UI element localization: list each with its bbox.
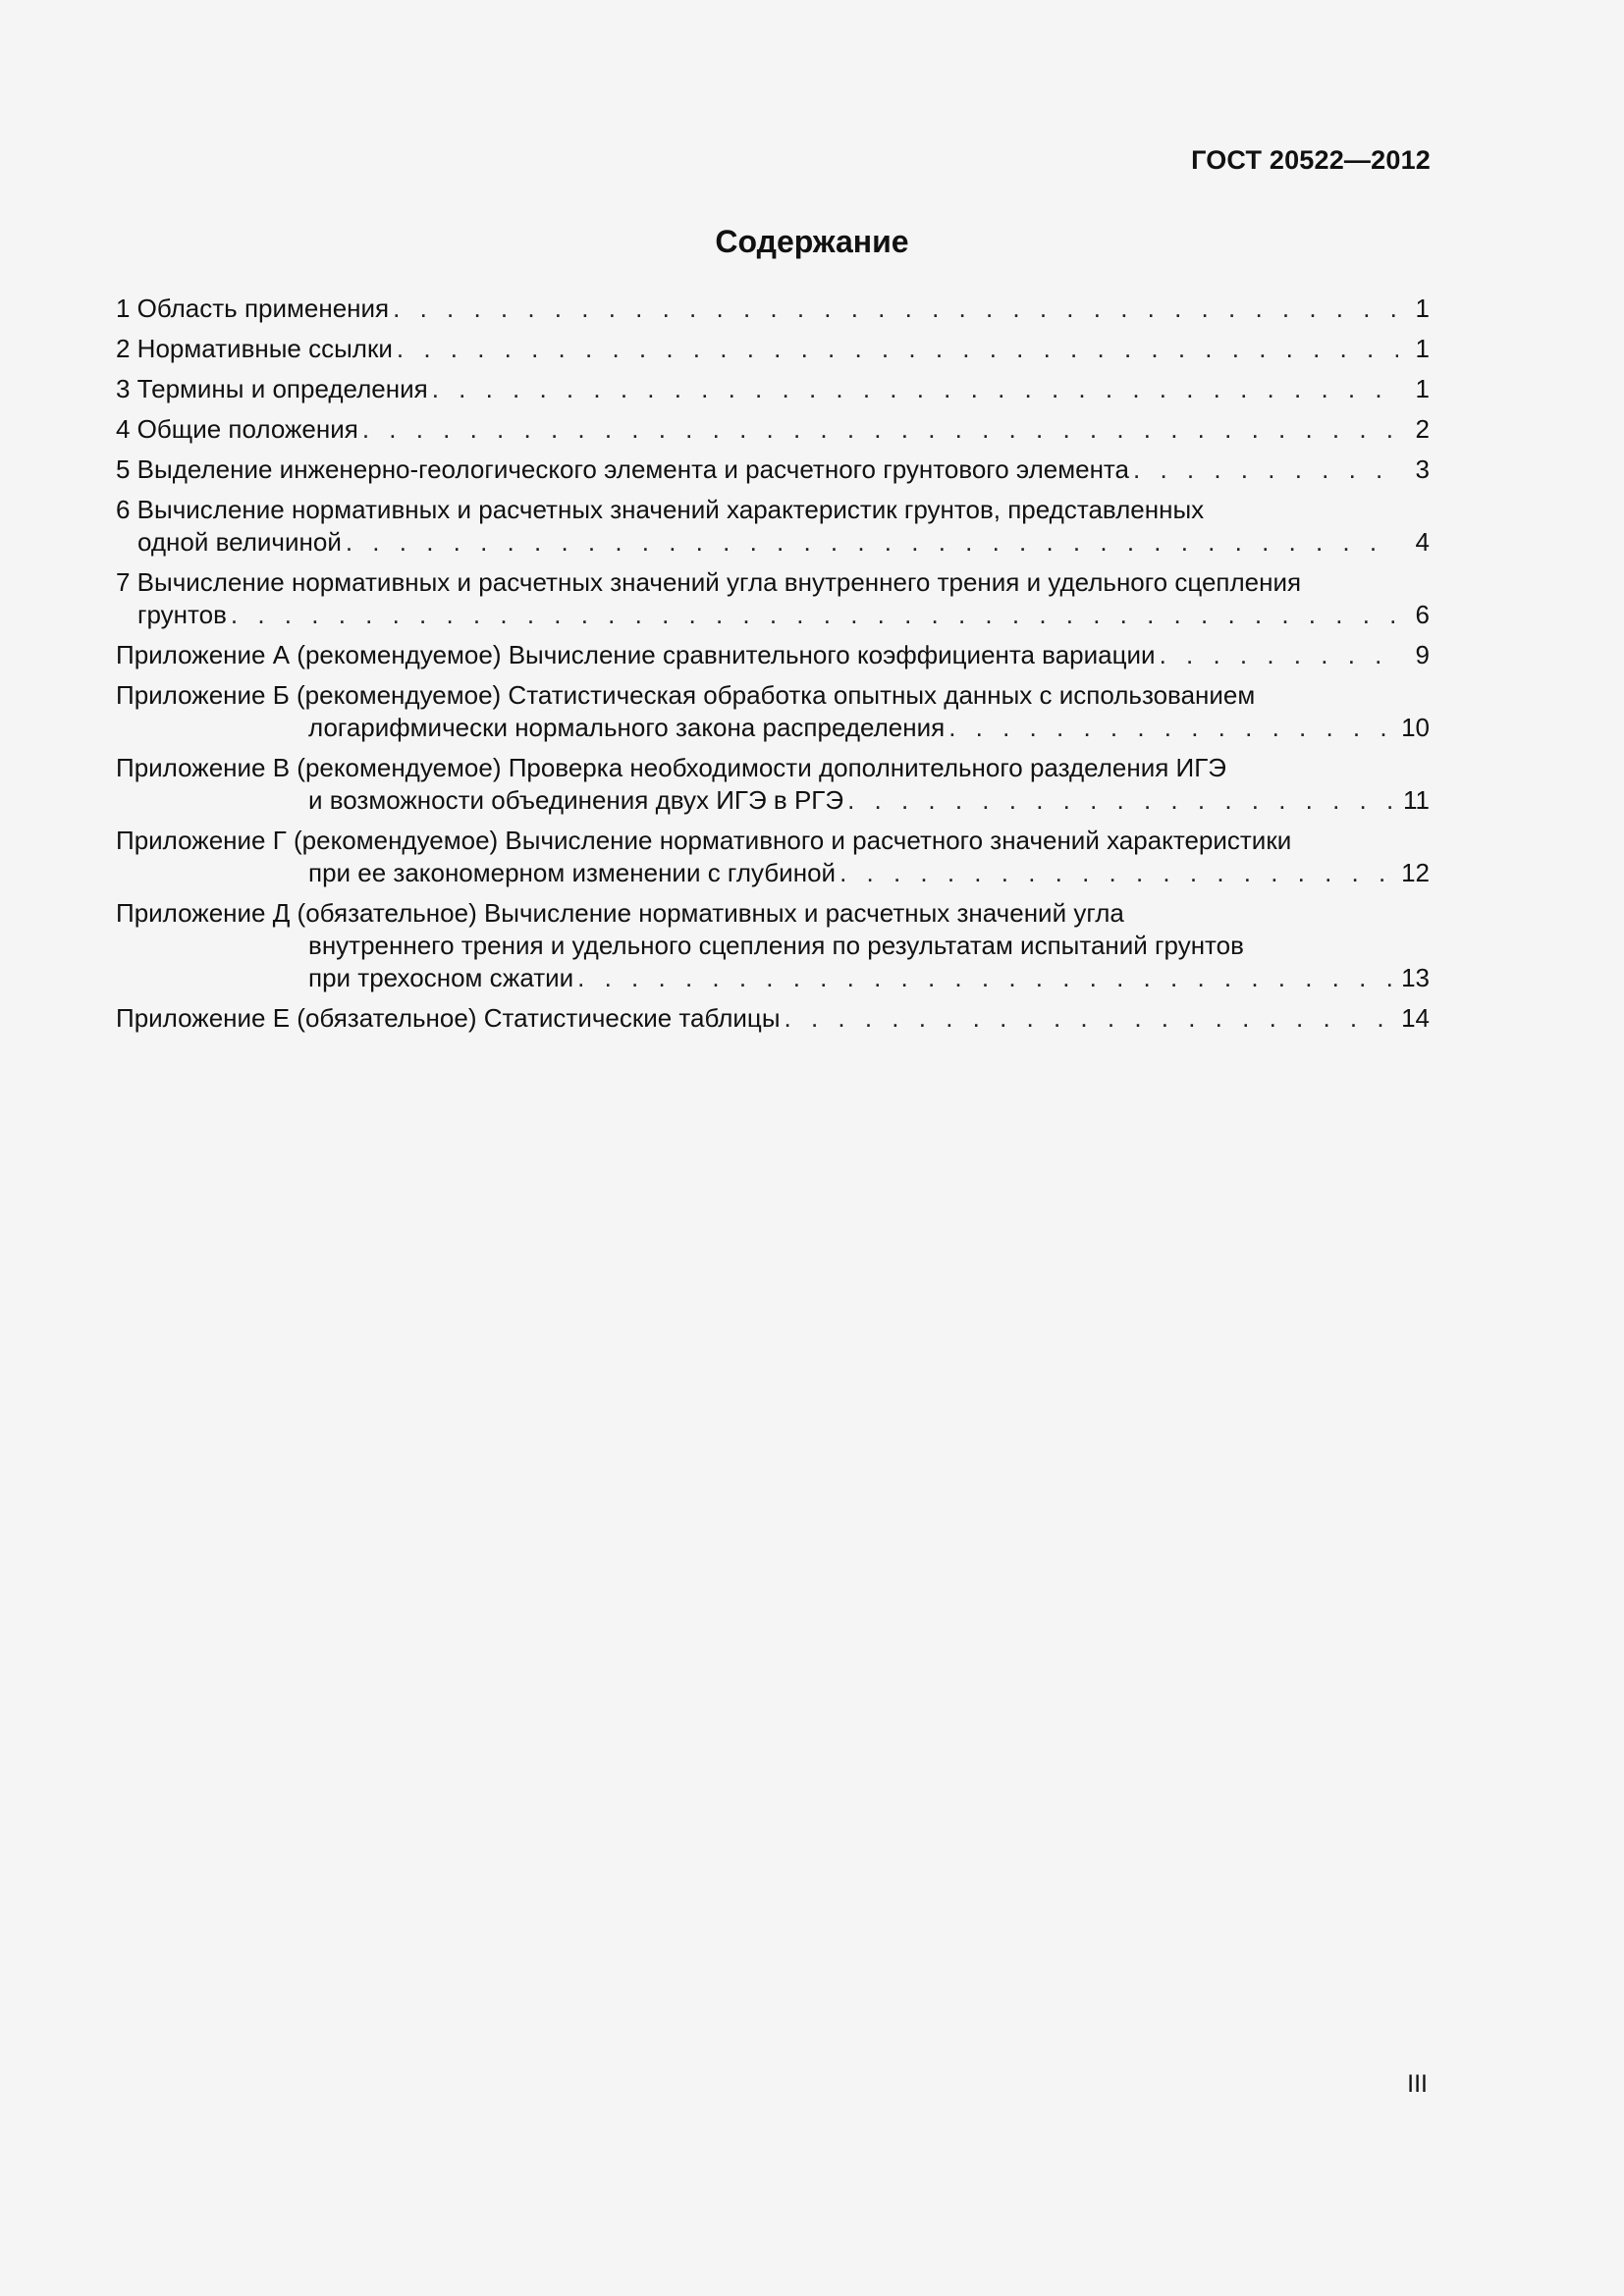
table-of-contents: [116, 293, 1430, 1042]
page-number: III: [1407, 2070, 1428, 2098]
toc-entry-text: Приложение А (рекомендуемое) Вычисление сравнительного коэффициента вариации: [116, 640, 1156, 669]
toc-page-number: 2: [1415, 414, 1430, 444]
toc-page-number: 1: [1415, 294, 1430, 323]
toc-entry-text: 6 Вычисление нормативных и расчетных значений характеристик грунтов, представленных: [116, 495, 1205, 524]
toc-entry-text: внутреннего трения и удельного сцепления по результатам испытаний грунтов: [308, 931, 1244, 960]
toc-entry-text: 7 Вычисление нормативных и расчетных значений угла внутреннего трения и удельного сцепления: [116, 567, 1302, 597]
toc-entry-text: при трехосном сжатии: [308, 963, 574, 992]
dot-leader: [432, 373, 1398, 405]
document-code: ГОСТ 20522—2012: [1191, 145, 1431, 175]
toc-entry-text: Приложение Д (обязательное) Вычисление нормативных и расчетных значений угла: [116, 898, 1124, 928]
toc-entry-text: 3 Термины и определения: [116, 374, 428, 403]
toc-page-number: 3: [1415, 454, 1430, 484]
toc-page-number: 1: [1415, 374, 1430, 403]
toc-entry[interactable]: [116, 679, 1430, 744]
toc-entry[interactable]: [116, 413, 1430, 446]
toc-entry[interactable]: [116, 1002, 1430, 1035]
toc-entry[interactable]: [116, 566, 1430, 631]
dot-leader: [577, 962, 1395, 994]
toc-page-number: 6: [1415, 600, 1430, 629]
toc-entry-text: 4 Общие положения: [116, 414, 358, 444]
toc-entry-text: Приложение Б (рекомендуемое) Статистическая обработка опытных данных с использованием: [116, 680, 1256, 710]
toc-page-number: 9: [1415, 640, 1430, 669]
toc-entry[interactable]: [116, 897, 1430, 994]
toc-entry-text: Приложение Г (рекомендуемое) Вычисление нормативного и расчетного значений характеристики: [116, 826, 1292, 855]
dot-leader: [839, 857, 1395, 889]
page-title: Содержание: [715, 224, 909, 259]
dot-leader: [1133, 454, 1398, 486]
toc-page-number: 10: [1401, 713, 1430, 742]
dot-leader: [346, 526, 1398, 559]
toc-entry-text: Приложение В (рекомендуемое) Проверка необходимости дополнительного разделения ИГЭ: [116, 753, 1226, 782]
toc-entry-text: 1 Область применения: [116, 294, 390, 323]
toc-page-number: 13: [1401, 963, 1430, 992]
toc-entry[interactable]: [116, 825, 1430, 889]
dot-leader: [393, 293, 1398, 325]
toc-entry[interactable]: [116, 333, 1430, 365]
toc-page-number: 12: [1401, 858, 1430, 887]
toc-entry[interactable]: [116, 373, 1430, 405]
toc-entry[interactable]: [116, 752, 1430, 817]
toc-entry-text: 5 Выделение инженерно-геологического элемента и расчетного грунтового элемента: [116, 454, 1130, 484]
dot-leader: [785, 1002, 1396, 1035]
toc-entry-text: одной величиной: [137, 527, 342, 557]
toc-entry-text: 2 Нормативные ссылки: [116, 334, 393, 363]
dot-leader: [397, 333, 1398, 365]
toc-entry-text: Приложение Е (обязательное) Статистические таблицы: [116, 1003, 781, 1033]
toc-page-number: 11: [1403, 785, 1430, 815]
toc-entry[interactable]: [116, 293, 1430, 325]
toc-entry-text: при ее закономерном изменении с глубиной: [308, 858, 837, 887]
dot-leader: [1160, 639, 1398, 671]
toc-entry-text: и возможности объединения двух ИГЭ в РГЭ: [308, 785, 844, 815]
toc-entry-text: логарифмически нормального закона распределения: [308, 713, 946, 742]
dot-leader: [231, 599, 1398, 631]
toc-entry[interactable]: [116, 494, 1430, 559]
toc-page-number: 14: [1401, 1003, 1430, 1033]
toc-page-number: 1: [1415, 334, 1430, 363]
dot-leader: [847, 784, 1397, 817]
toc-entry[interactable]: [116, 454, 1430, 486]
toc-entry[interactable]: [116, 639, 1430, 671]
toc-page-number: 4: [1415, 527, 1430, 557]
dot-leader: [948, 712, 1395, 744]
dot-leader: [362, 413, 1398, 446]
toc-entry-text: грунтов: [137, 600, 227, 629]
